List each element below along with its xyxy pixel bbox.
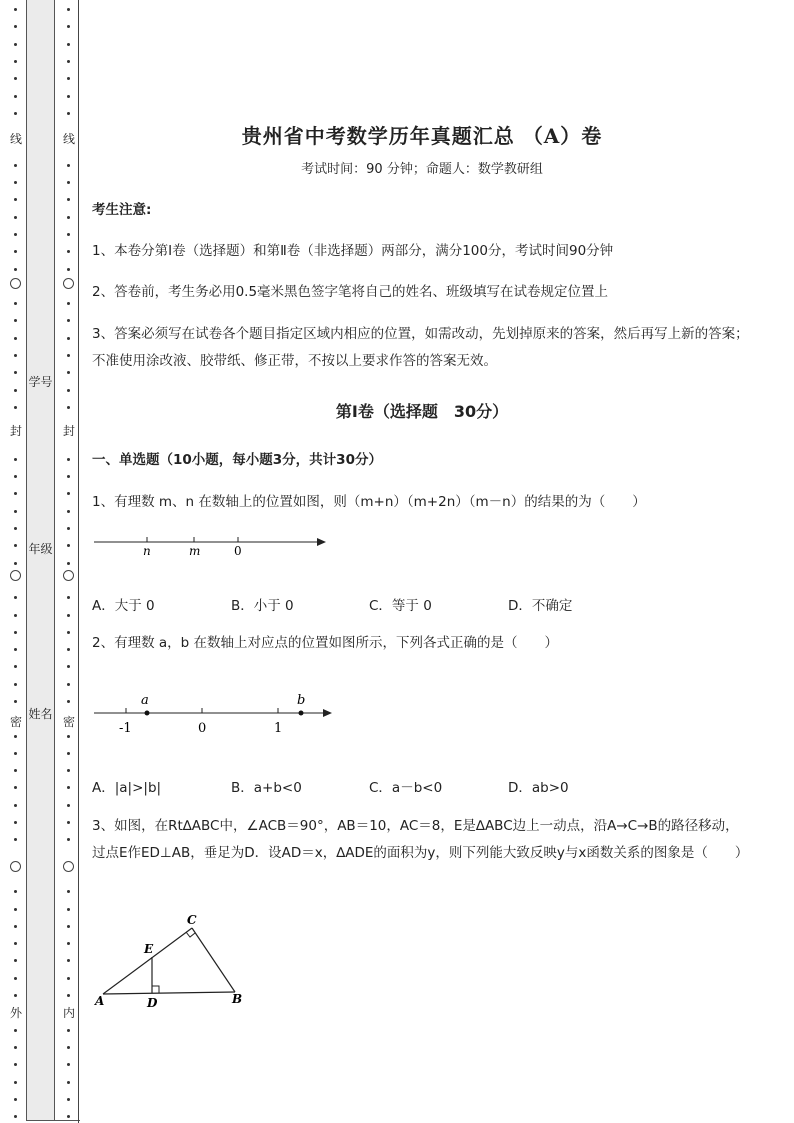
field-label-grade: 年级 xyxy=(28,542,53,556)
dot xyxy=(14,821,17,824)
dot xyxy=(67,1046,70,1049)
dot xyxy=(67,8,70,11)
dot xyxy=(67,1098,70,1101)
dot xyxy=(14,959,17,962)
dot xyxy=(14,614,17,617)
dot xyxy=(14,769,17,772)
dot xyxy=(67,77,70,80)
exam-info: 考试时间：90 分钟；命题人：数学教研组 xyxy=(301,162,543,177)
q3-label-c: C xyxy=(187,913,197,927)
dot xyxy=(14,406,17,409)
outer-circle-marker xyxy=(10,570,21,581)
dot xyxy=(14,786,17,789)
dot xyxy=(67,959,70,962)
dot xyxy=(14,1098,17,1101)
dot xyxy=(67,354,70,357)
dot xyxy=(67,890,70,893)
dot xyxy=(67,164,70,167)
dot xyxy=(14,700,17,703)
dot xyxy=(67,510,70,513)
question-1-stem: 1、有理数 m、n 在数轴上的位置如图，则（m+n）（m+2n）（m－n）的结果的为（ ） xyxy=(92,494,646,510)
dot xyxy=(67,994,70,997)
dot xyxy=(67,1029,70,1032)
dot xyxy=(14,181,17,184)
dot xyxy=(67,1081,70,1084)
part-heading: 一、单选题（10小题，每小题3分，共计30分） xyxy=(92,452,382,468)
dot xyxy=(14,43,17,46)
dot xyxy=(67,769,70,772)
dot xyxy=(14,735,17,738)
dot xyxy=(14,1115,17,1118)
q2-option-d[interactable]: D．ab>0 xyxy=(508,780,569,796)
inner-dotted-line xyxy=(62,0,76,1123)
dot xyxy=(67,233,70,236)
q1-option-b[interactable]: B．小于 0 xyxy=(231,598,294,614)
outer-line-char: 外 xyxy=(9,1006,22,1020)
dot xyxy=(67,821,70,824)
q2-option-c[interactable]: C．a－b<0 xyxy=(369,780,443,796)
outer-line-char: 密 xyxy=(9,715,22,729)
dot xyxy=(67,319,70,322)
dot xyxy=(67,371,70,374)
page-title: 贵州省中考数学历年真题汇总 （A）卷 xyxy=(241,124,603,148)
dot xyxy=(14,562,17,565)
dot xyxy=(67,700,70,703)
q2-option-b[interactable]: B．a+b<0 xyxy=(231,780,302,796)
dot xyxy=(67,527,70,530)
notice-item-1: 1、本卷分第Ⅰ卷（选择题）和第Ⅱ卷（非选择题）两部分，满分100分，考试时间90分钟 xyxy=(92,243,614,259)
dot xyxy=(67,112,70,115)
q1-label-m: m xyxy=(189,544,201,558)
question-2-stem: 2、有理数 a，b 在数轴上对应点的位置如图所示，下列各式正确的是（ ） xyxy=(92,635,559,651)
dot xyxy=(14,112,17,115)
dot xyxy=(14,1029,17,1032)
dot xyxy=(14,25,17,28)
dot xyxy=(14,527,17,530)
dot xyxy=(14,665,17,668)
notice-item-3: 3、答案必须写在试卷各个题目指定区域内相应的位置，如需改动，先划掉原来的答案，然后再写上新的答案；不准使用涂改液、胶带纸、修正带，不按以上要求作答的答案无效。 xyxy=(92,326,749,369)
dot xyxy=(67,458,70,461)
dot xyxy=(14,648,17,651)
dot xyxy=(67,804,70,807)
dot xyxy=(67,337,70,340)
dot xyxy=(14,1063,17,1066)
dot xyxy=(67,544,70,547)
dot xyxy=(67,735,70,738)
question-2-number-line xyxy=(92,690,342,736)
dot xyxy=(67,752,70,755)
dot xyxy=(14,510,17,513)
dot xyxy=(14,890,17,893)
dot xyxy=(67,683,70,686)
dot xyxy=(67,942,70,945)
dot xyxy=(14,95,17,98)
dot xyxy=(14,752,17,755)
dot xyxy=(67,95,70,98)
q2-label-b: b xyxy=(297,693,306,708)
dot xyxy=(67,389,70,392)
field-label-student-id: 学号 xyxy=(28,375,53,389)
dot xyxy=(67,614,70,617)
dot xyxy=(67,925,70,928)
dot xyxy=(14,389,17,392)
dot xyxy=(67,786,70,789)
dot xyxy=(14,838,17,841)
dot xyxy=(14,198,17,201)
inner-border-line xyxy=(78,0,79,1123)
dot xyxy=(14,544,17,547)
outer-circle-marker xyxy=(10,861,21,872)
question-1-number-line xyxy=(92,532,342,562)
dot xyxy=(14,371,17,374)
inner-line-char: 封 xyxy=(62,424,75,438)
dot xyxy=(14,458,17,461)
dot xyxy=(14,942,17,945)
outer-line-char: 线 xyxy=(9,132,22,146)
section-title: 第Ⅰ卷（选择题 30分） xyxy=(335,402,509,421)
dot xyxy=(67,25,70,28)
dot xyxy=(14,631,17,634)
dot xyxy=(14,908,17,911)
q3-label-a: A xyxy=(95,994,105,1008)
dot xyxy=(67,977,70,980)
dot xyxy=(67,250,70,253)
q3-label-b: B xyxy=(232,992,243,1006)
dot xyxy=(14,977,17,980)
inner-circle-marker xyxy=(63,861,74,872)
field-label-name: 姓名 xyxy=(28,707,53,721)
outer-line-char: 封 xyxy=(9,424,22,438)
dot xyxy=(14,302,17,305)
dot xyxy=(67,216,70,219)
notice-heading: 考生注意: xyxy=(92,202,152,218)
dot xyxy=(14,1046,17,1049)
dot xyxy=(67,43,70,46)
dot xyxy=(67,406,70,409)
dot xyxy=(67,665,70,668)
dot xyxy=(14,8,17,11)
student-info-band xyxy=(26,0,55,1121)
dot xyxy=(67,198,70,201)
q3-label-d: D xyxy=(147,996,158,1010)
dot xyxy=(14,994,17,997)
dot xyxy=(67,181,70,184)
dot xyxy=(67,492,70,495)
dot xyxy=(67,1115,70,1118)
dot xyxy=(14,164,17,167)
dot xyxy=(14,216,17,219)
dot xyxy=(14,596,17,599)
inner-circle-marker xyxy=(63,570,74,581)
q1-option-d[interactable]: D．不确定 xyxy=(508,598,573,614)
dot xyxy=(14,250,17,253)
q2-label-one: 1 xyxy=(274,721,283,736)
dot xyxy=(14,319,17,322)
q2-label-zero: 0 xyxy=(198,721,207,736)
inner-line-char: 内 xyxy=(62,1006,75,1020)
outer-circle-marker xyxy=(10,278,21,289)
dot xyxy=(67,475,70,478)
dot xyxy=(14,925,17,928)
q3-label-e: E xyxy=(144,942,154,956)
q1-label-n: n xyxy=(143,544,151,558)
dot xyxy=(67,60,70,63)
inner-line-char: 密 xyxy=(62,715,75,729)
inner-circle-marker xyxy=(63,278,74,289)
inner-line-char: 线 xyxy=(62,132,75,146)
dot xyxy=(14,268,17,271)
dot xyxy=(14,1081,17,1084)
dot xyxy=(67,302,70,305)
q2-label-a: a xyxy=(141,693,149,708)
q2-label-minus-one: -1 xyxy=(119,721,132,736)
dot xyxy=(67,838,70,841)
q1-option-a[interactable]: A．大于 0 xyxy=(92,598,155,614)
notice-item-2: 2、答卷前，考生务必用0.5毫米黑色签字笔将自己的姓名、班级填写在试卷规定位置上 xyxy=(92,284,609,300)
dot xyxy=(14,233,17,236)
question-3-stem: 3、如图，在Rt∆ABC中，∠ACB＝90°，AB＝10，AC＝8，E是∆ABC边上一动点，沿A→C→B的路径移动，过点E作ED⊥AB，垂足为D．设AD＝x，∆ADE的面积为y，则下列能大致反映y与x函数关系的图象是（ ） xyxy=(92,818,749,861)
q2-option-a[interactable]: A．|a|>|b| xyxy=(92,780,162,796)
dot xyxy=(67,268,70,271)
dot xyxy=(14,475,17,478)
dot xyxy=(14,683,17,686)
dot xyxy=(14,492,17,495)
dot xyxy=(14,337,17,340)
dot xyxy=(67,648,70,651)
dot xyxy=(67,562,70,565)
dot xyxy=(14,77,17,80)
dot xyxy=(14,60,17,63)
binding-strip xyxy=(0,0,84,1123)
dot xyxy=(14,804,17,807)
dot xyxy=(14,354,17,357)
dot xyxy=(67,631,70,634)
q1-option-c[interactable]: C．等于 0 xyxy=(369,598,432,614)
outer-dotted-line xyxy=(9,0,23,1123)
dot xyxy=(67,908,70,911)
q1-label-zero: 0 xyxy=(234,544,242,558)
question-3-triangle-figure xyxy=(92,910,262,1015)
dot xyxy=(67,1063,70,1066)
dot xyxy=(67,596,70,599)
